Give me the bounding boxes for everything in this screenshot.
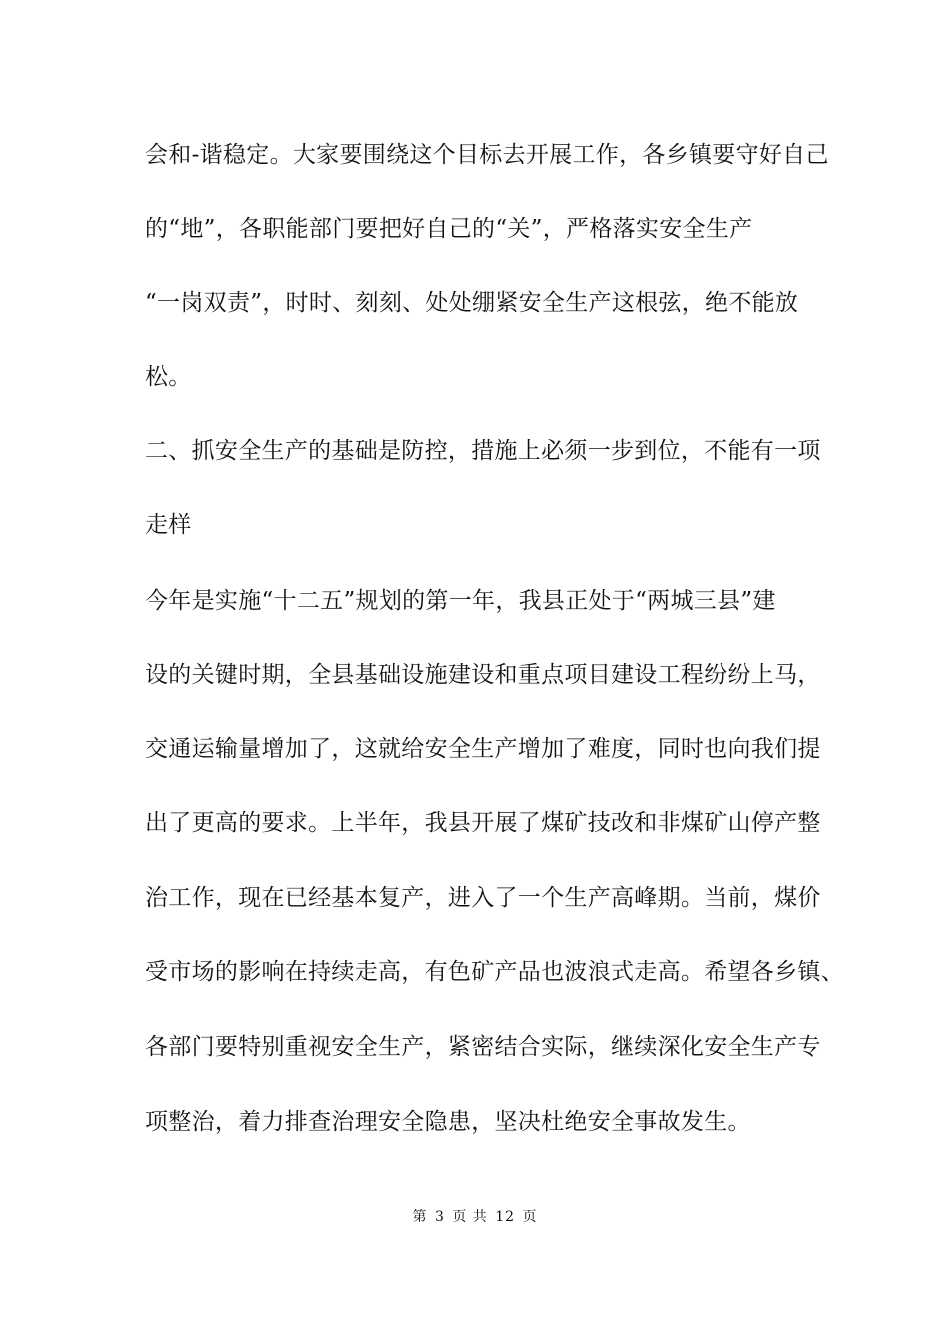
body-line: 设的关键时期，全县基础设施建设和重点项目建设工程纷纷上马， xyxy=(145,662,821,688)
body-line: 交通运输量增加了，这就给安全生产增加了难度，同时也向我们提 xyxy=(145,736,821,762)
body-line: “一岗双责”，时时、刻刻、处处绷紧安全生产这根弦，绝不能放 xyxy=(145,290,799,316)
page-number-footer xyxy=(0,1207,950,1227)
footer-suffix: 页 xyxy=(522,1209,538,1225)
body-line: 的“地”，各职能部门要把好自己的“关”，严格落实安全生产 xyxy=(145,216,753,242)
body-line: 治工作，现在已经基本复产，进入了一个生产高峰期。当前，煤价 xyxy=(145,885,821,911)
footer-middle: 页 共 xyxy=(452,1209,488,1225)
section-heading-line: 走样 xyxy=(145,512,192,538)
body-line: 项整治，着力排查治理安全隐患，坚决杜绝安全事故发生。 xyxy=(145,1109,751,1135)
body-line: 各部门要特别重视安全生产，紧密结合实际，继续深化安全生产专 xyxy=(145,1034,821,1060)
section-heading-line: 二、抓安全生产的基础是防控，措施上必须一步到位，不能有一项 xyxy=(145,438,821,464)
body-line: 会和-谐稳定。大家要围绕这个目标去开展工作，各乡镇要守好自己 xyxy=(145,142,829,168)
body-line: 出了更高的要求。上半年，我县开展了煤矿技改和非煤矿山停产整 xyxy=(145,810,821,836)
body-line: 今年是实施“十二五”规划的第一年，我县正处于“两城三县”建 xyxy=(145,588,776,614)
body-line: 松。 xyxy=(145,364,192,390)
total-pages-number: 12 xyxy=(495,1209,516,1225)
current-page-number: 3 xyxy=(434,1209,445,1225)
footer-prefix: 第 xyxy=(412,1209,428,1225)
body-line: 受市场的影响在持续走高，有色矿产品也波浪式走高。希望各乡镇、 xyxy=(145,959,844,985)
